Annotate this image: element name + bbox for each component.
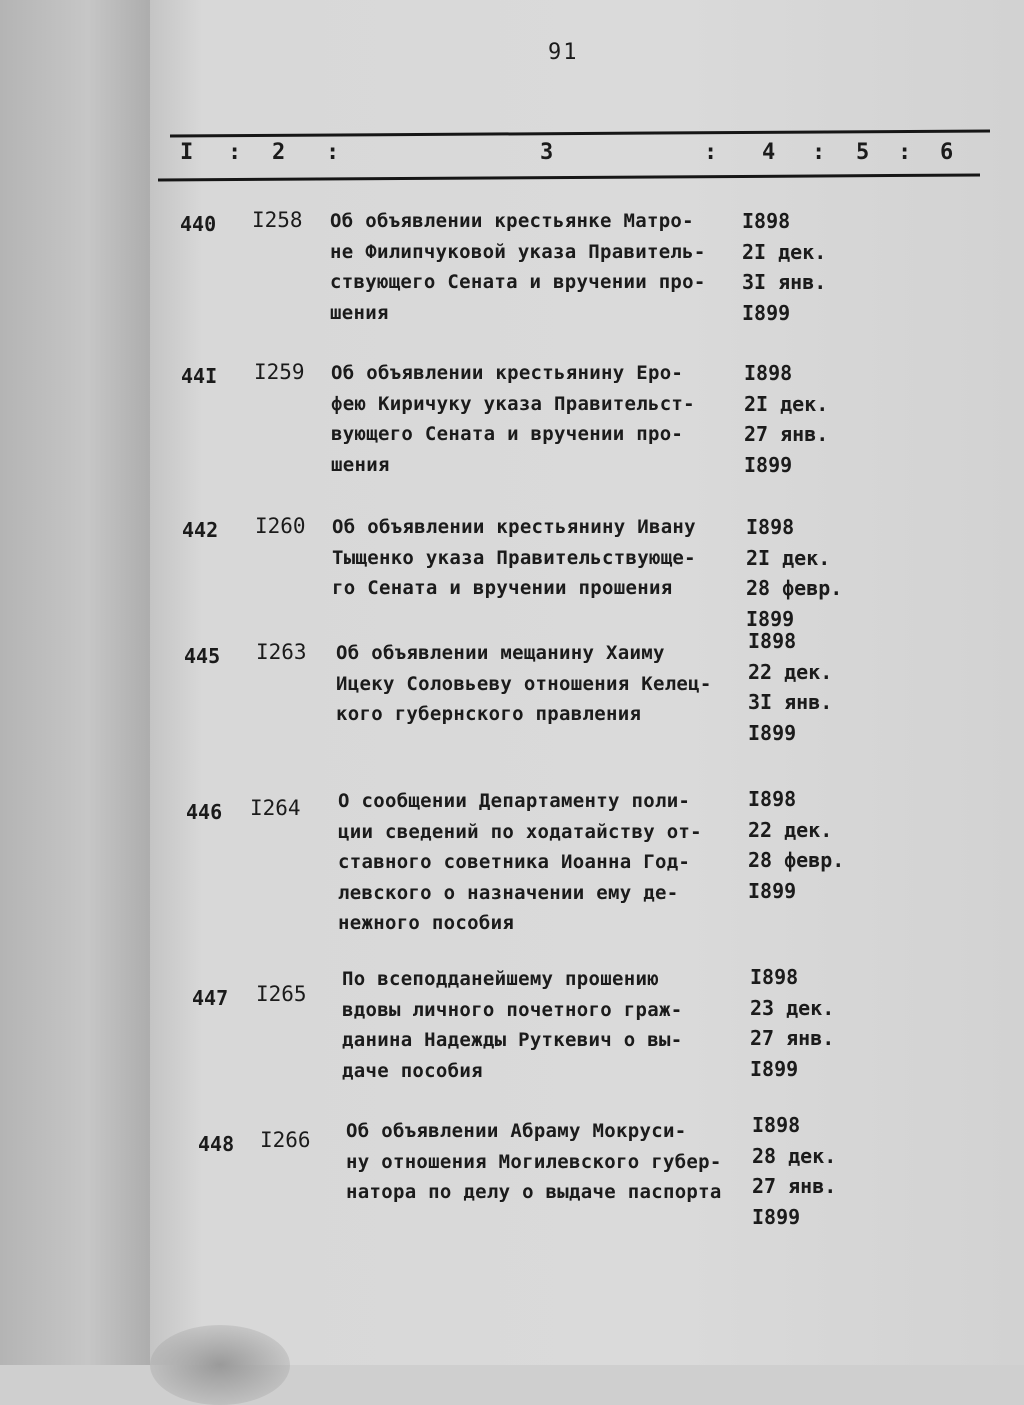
entry-description: О сообщении Департаменту поли- ции сведений по ходатайству от- ставного советника Иоанна Год- левского о назначении ему де- нежного пособия <box>338 790 702 934</box>
entry-dates: I898 2I дек. 28 февр. I899 <box>746 515 843 631</box>
column-header-separator: : <box>898 140 912 165</box>
entry-code: I264 <box>250 796 301 820</box>
column-header-5: 5 <box>856 140 870 165</box>
page-corner-shadow <box>150 1325 290 1405</box>
entry-dates: I898 22 дек. 28 февр. I899 <box>748 787 845 903</box>
column-header-4: 4 <box>762 140 776 165</box>
column-header-separator: : <box>704 140 718 165</box>
page-number: 91 <box>548 40 579 65</box>
entry-code: I259 <box>254 360 305 384</box>
entry-dates: I898 28 дек. 27 янв. I899 <box>752 1113 837 1229</box>
entry-number: 44I <box>181 364 218 388</box>
column-header-separator: : <box>228 140 242 165</box>
facing-page <box>0 0 160 1365</box>
column-header-1: I <box>180 140 194 165</box>
entry-description: Об объявлении крестьянину Еро- фею Киричуку указа Правительст- вующего Сената и вручении про- шения <box>331 362 695 476</box>
entry-number: 442 <box>182 518 219 542</box>
column-header-3: 3 <box>540 140 554 165</box>
entry-code: I258 <box>252 208 303 232</box>
entry-code: I266 <box>260 1128 311 1152</box>
entry-description: Об объявлении мещанину Хаиму Ицеку Соловьеву отношения Келец- кого губернского правления <box>336 642 712 725</box>
entry-code: I263 <box>256 640 307 664</box>
column-header-separator: : <box>326 140 340 165</box>
entry-number: 448 <box>198 1132 235 1156</box>
entry-number: 446 <box>186 800 223 824</box>
column-header-6: 6 <box>940 140 954 165</box>
entry-description: Об объявлении крестьянину Ивану Тыщенко указа Правительствующе- го Сената и вручении прошения <box>332 516 696 599</box>
column-header-separator: : <box>812 140 826 165</box>
entry-number: 440 <box>180 212 217 236</box>
entry-description: Об объявлении крестьянке Матро- не Филипчуковой указа Правитель- ствующего Сената и вручении про- шения <box>330 210 706 324</box>
entry-dates: I898 2I дек. 3I янв. I899 <box>742 209 827 325</box>
entry-number: 447 <box>192 986 229 1010</box>
entry-description: По всеподданейшему прошению вдовы личного почетного граж- данина Надежды Руткевич о вы- даче пособия <box>342 968 683 1082</box>
entry-code: I265 <box>256 982 307 1006</box>
entry-description: Об объявлении Абраму Мокруси- ну отношения Могилевского губер- натора по делу о выдаче паспорта <box>346 1120 722 1203</box>
entry-dates: I898 22 дек. 3I янв. I899 <box>748 629 833 745</box>
entry-dates: I898 23 дек. 27 янв. I899 <box>750 965 835 1081</box>
entry-dates: I898 2I дек. 27 янв. I899 <box>744 361 829 477</box>
entry-number: 445 <box>184 644 221 668</box>
entry-code: I260 <box>255 514 306 538</box>
column-header-2: 2 <box>272 140 286 165</box>
